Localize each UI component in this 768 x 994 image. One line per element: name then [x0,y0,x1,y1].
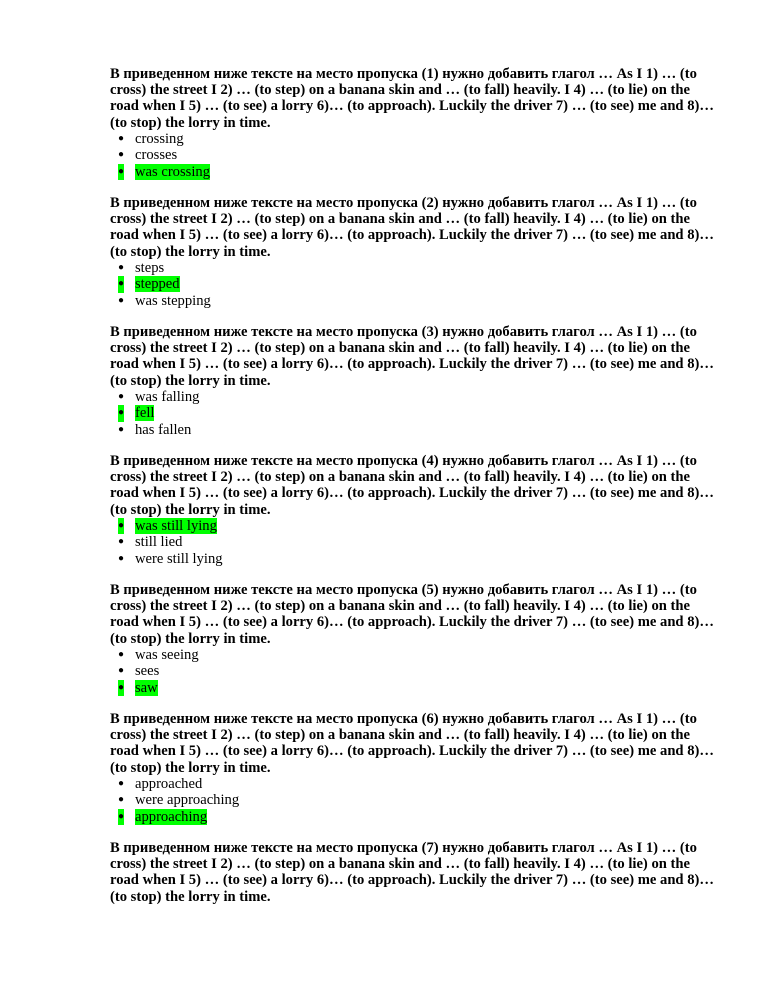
answer-option[interactable] [118,292,714,309]
answer-options [110,776,714,825]
bullet-icon: ● [118,665,125,677]
answer-option[interactable] [118,259,714,276]
answer-option-label: saw [135,679,158,696]
question-5 [110,582,714,696]
answer-option-label: sees [135,663,160,680]
answer-option-label: was still lying [135,517,217,534]
bullet-icon: ● [118,276,124,292]
question-2 [110,195,714,309]
answer-option-label: stepped [135,276,180,293]
answer-option-label: was falling [135,388,200,405]
answer-option[interactable] [118,663,714,680]
answer-option-label: fell [135,405,155,422]
bullet-icon: ● [118,648,125,660]
question-text: В приведенном ниже тексте на место пропуска (5) нужно добавить глагол … As I 1) … (to cross) the street I 2) … (to step) on a banana skin and … (to fall) heavily. I 4) … (to lie) on the road when I 5) … (to see) a lorry 6)… (to approach). Luckily the driver 7) … (to see) me and 8)… (to stop) the lorry in time. [110,581,714,647]
answer-options [110,131,714,180]
answer-option[interactable] [118,517,714,534]
answer-option[interactable] [118,130,714,147]
answer-option-label: approaching [135,808,208,825]
question-text: В приведенном ниже тексте на место пропуска (7) нужно добавить глагол … As I 1) … (to cross) the street I 2) … (to step) on a banana skin and … (to fall) heavily. I 4) … (to lie) on the road when I 5) … (to see) a lorry 6)… (to approach). Luckily the driver 7) … (to see) me and 8)… (to stop) the lorry in time. [110,839,714,905]
bullet-icon: ● [118,809,124,825]
bullet-icon: ● [118,149,125,161]
bullet-icon: ● [118,390,125,402]
answer-options [110,518,714,567]
question-6 [110,711,714,825]
bullet-icon: ● [118,518,124,534]
answer-option[interactable] [118,163,714,180]
answer-option-label: was crossing [135,163,210,180]
answer-option[interactable] [118,534,714,551]
question-7 [110,840,714,905]
answer-option-label: were still lying [135,550,223,567]
answer-options [110,260,714,309]
question-text: В приведенном ниже тексте на место пропуска (2) нужно добавить глагол … As I 1) … (to cross) the street I 2) … (to step) on a banana skin and … (to fall) heavily. I 4) … (to lie) on the road when I 5) … (to see) a lorry 6)… (to approach). Luckily the driver 7) … (to see) me and 8)… (to stop) the lorry in time. [110,194,714,260]
question-3 [110,324,714,438]
answer-option[interactable] [118,276,714,293]
answer-option-label: approached [135,775,203,792]
bullet-icon: ● [118,552,125,564]
answer-option[interactable] [118,792,714,809]
bullet-icon: ● [118,680,124,696]
quiz-document [110,66,714,920]
answer-option-label: has fallen [135,421,192,438]
answer-option-label: was seeing [135,646,199,663]
question-1 [110,66,714,180]
bullet-icon: ● [118,794,125,806]
question-text: В приведенном ниже тексте на место пропуска (6) нужно добавить глагол … As I 1) … (to cross) the street I 2) … (to step) on a banana skin and … (to fall) heavily. I 4) … (to lie) on the road when I 5) … (to see) a lorry 6)… (to approach). Luckily the driver 7) … (to see) me and 8)… (to stop) the lorry in time. [110,710,714,776]
answer-options [110,389,714,438]
answer-option[interactable] [118,808,714,825]
answer-option[interactable] [118,550,714,567]
bullet-icon: ● [118,294,125,306]
answer-option-label: was stepping [135,292,211,309]
answer-option[interactable] [118,147,714,164]
answer-option-label: steps [135,259,165,276]
question-text: В приведенном ниже тексте на место пропуска (1) нужно добавить глагол … As I 1) … (to cross) the street I 2) … (to step) on a banana skin and … (to fall) heavily. I 4) … (to lie) on the road when I 5) … (to see) a lorry 6)… (to approach). Luckily the driver 7) … (to see) me and 8)… (to stop) the lorry in time. [110,66,714,131]
bullet-icon: ● [118,405,124,421]
bullet-icon: ● [118,777,125,789]
answer-option-label: crosses [135,147,178,164]
bullet-icon: ● [118,261,125,273]
bullet-icon: ● [118,132,125,144]
answer-option[interactable] [118,679,714,696]
question-text: В приведенном ниже тексте на место пропуска (4) нужно добавить глагол … As I 1) … (to cross) the street I 2) … (to step) on a banana skin and … (to fall) heavily. I 4) … (to lie) on the road when I 5) … (to see) a lorry 6)… (to approach). Luckily the driver 7) … (to see) me and 8)… (to stop) the lorry in time. [110,452,714,518]
answer-option-label: crossing [135,130,184,147]
answer-option[interactable] [118,421,714,438]
answer-option-label: still lied [135,534,183,551]
bullet-icon: ● [118,536,125,548]
bullet-icon: ● [118,423,125,435]
bullet-icon: ● [118,164,124,180]
answer-option-label: were approaching [135,792,240,809]
answer-option[interactable] [118,405,714,422]
question-text: В приведенном ниже тексте на место пропуска (3) нужно добавить глагол … As I 1) … (to cross) the street I 2) … (to step) on a banana skin and … (to fall) heavily. I 4) … (to lie) on the road when I 5) … (to see) a lorry 6)… (to approach). Luckily the driver 7) … (to see) me and 8)… (to stop) the lorry in time. [110,323,714,389]
answer-options [110,647,714,696]
question-4 [110,453,714,567]
answer-option[interactable] [118,646,714,663]
answer-option[interactable] [118,775,714,792]
answer-option[interactable] [118,388,714,405]
